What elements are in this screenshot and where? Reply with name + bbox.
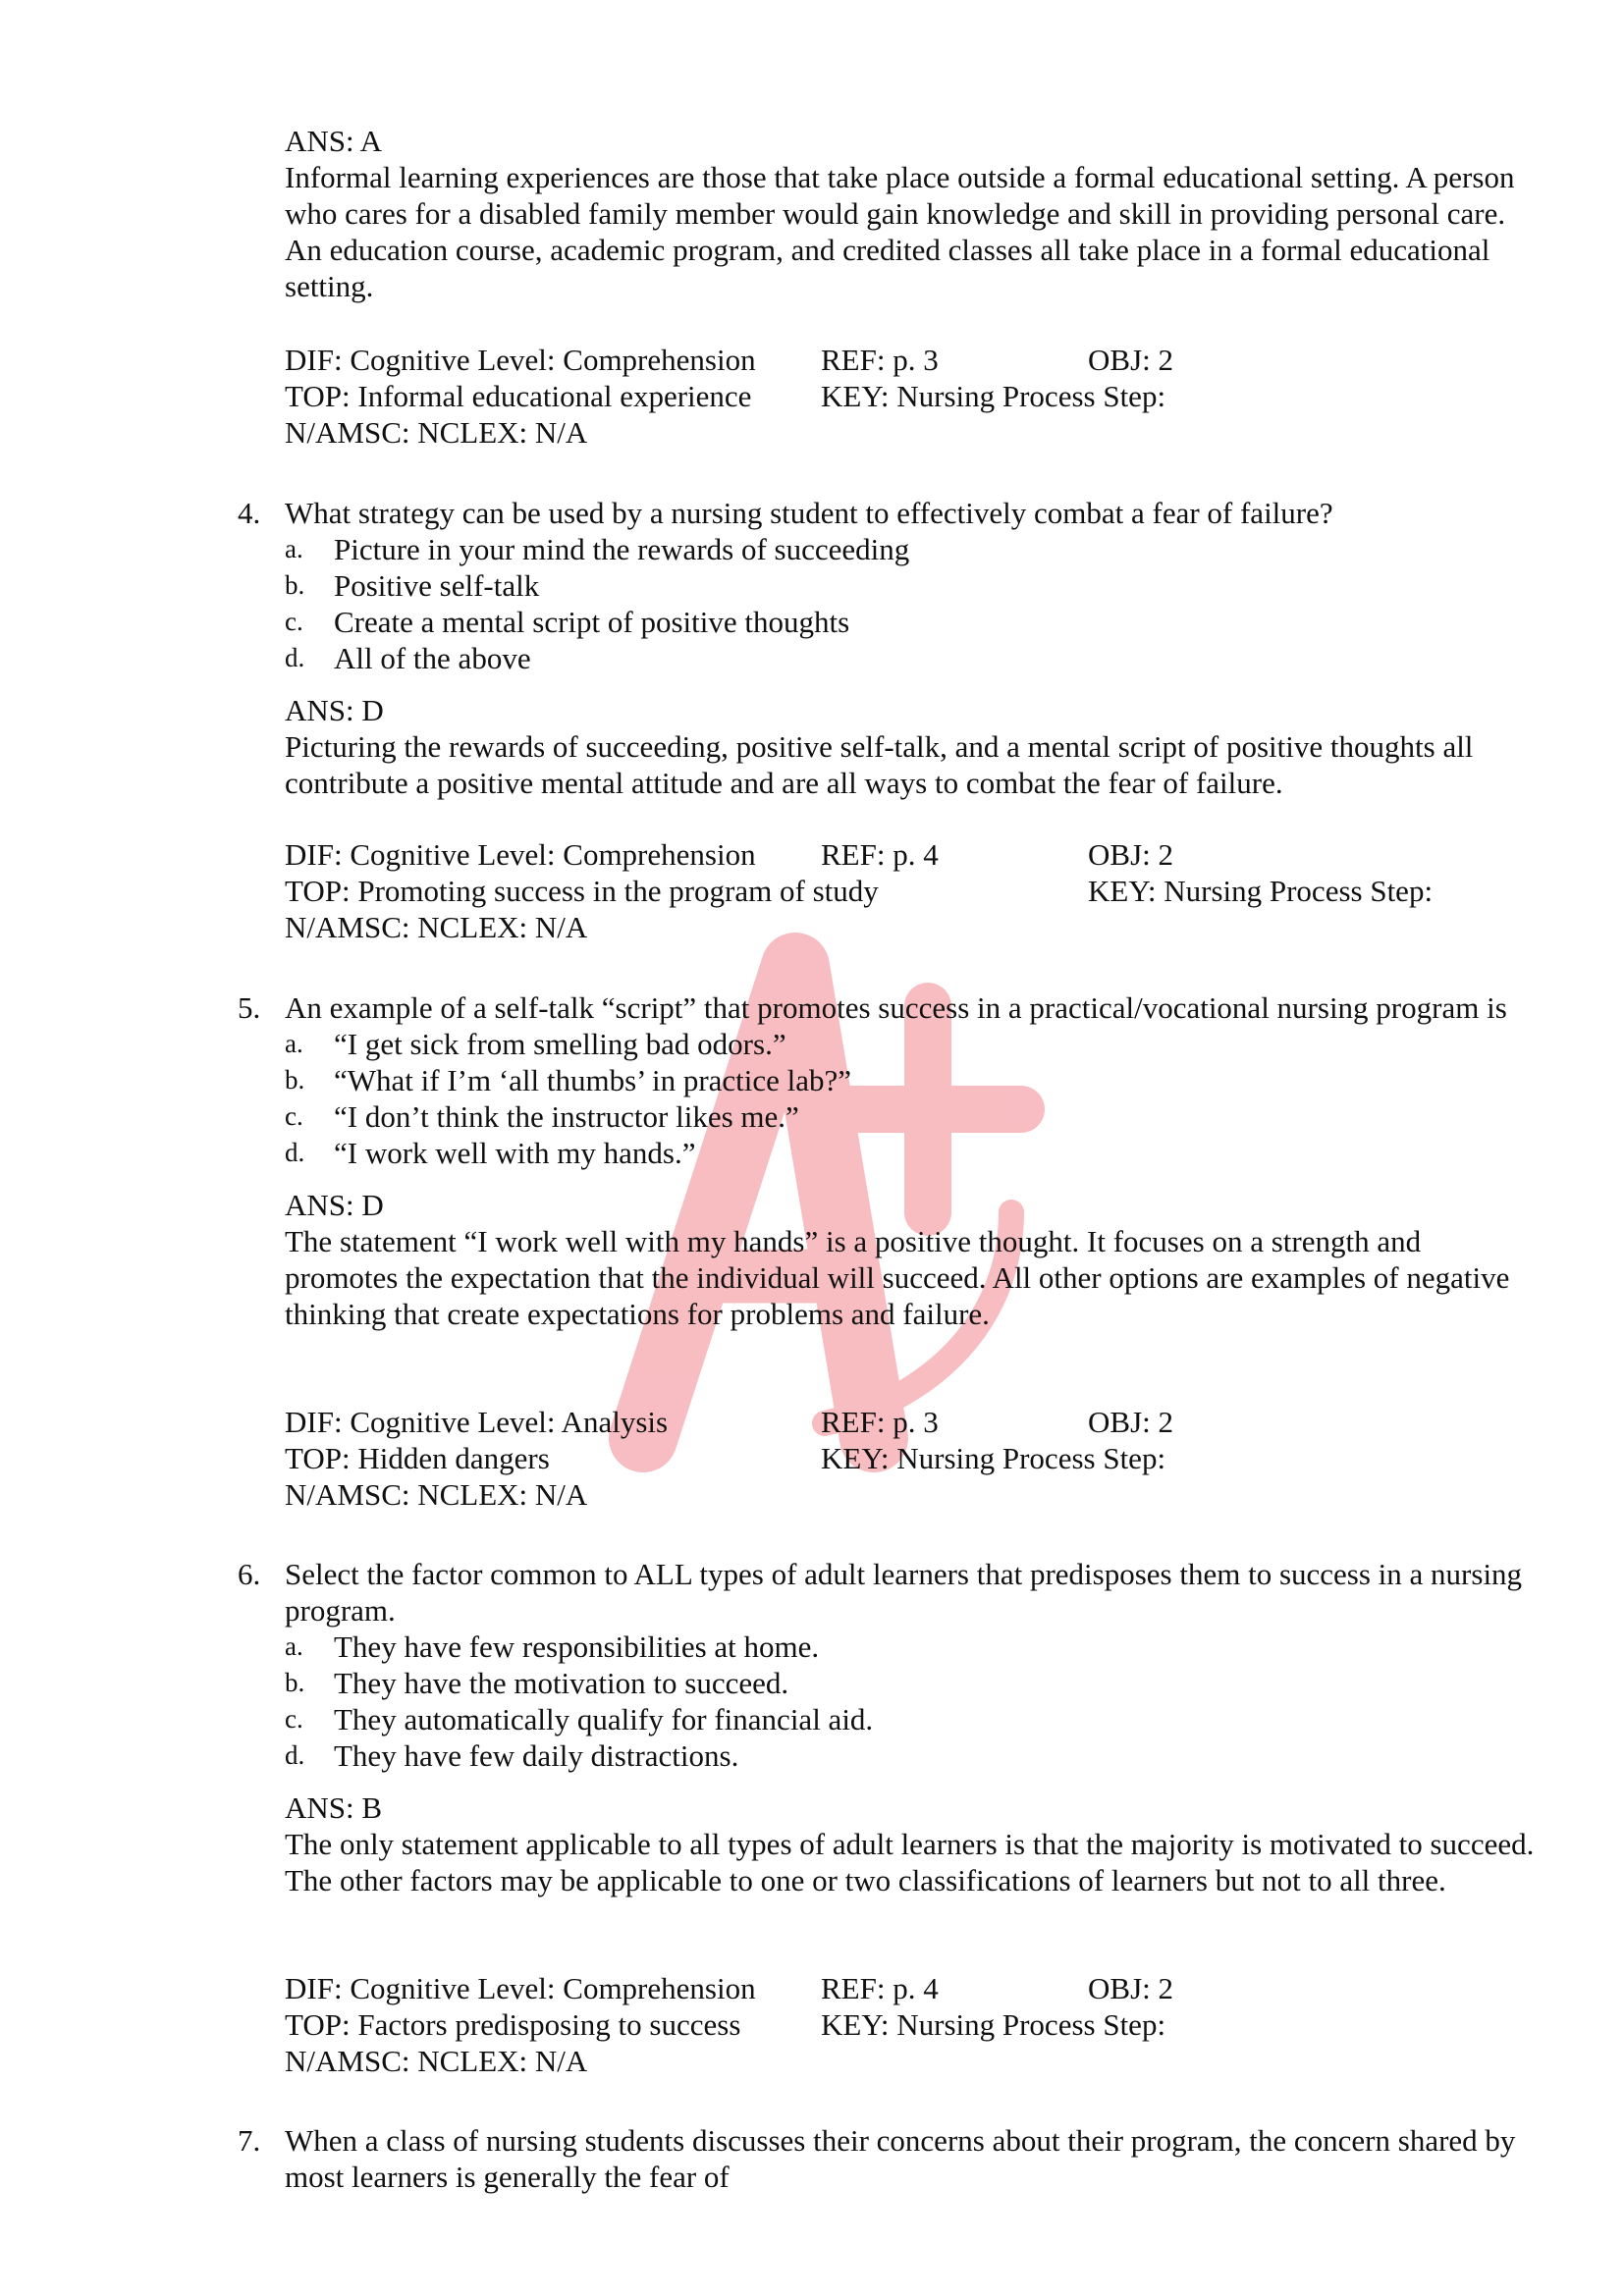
meta-ref: REF: p. 3 xyxy=(821,343,939,377)
option-b xyxy=(285,1062,1542,1098)
question-number: 4. xyxy=(238,496,261,530)
question-6 xyxy=(238,1556,1542,1898)
rationale: The statement “I work well with my hands” is a positive thought. It focuses on a strength and promotes the expectation that the individual will succeed. All other options are examples of negative thinking that create expectations for problems and failure. xyxy=(285,1224,1510,1331)
meta-key: KEY: Nursing Process Step: xyxy=(821,1441,1166,1475)
option-letter: a. xyxy=(285,534,303,563)
meta-ref: REF: p. 3 xyxy=(821,1405,939,1439)
meta-nclex: N/AMSC: NCLEX: N/A xyxy=(285,415,588,450)
option-letter: d. xyxy=(285,1138,305,1167)
question-number: 7. xyxy=(238,2123,261,2158)
option-letter: c. xyxy=(285,1101,303,1131)
meta-nclex: N/AMSC: NCLEX: N/A xyxy=(285,910,588,944)
option-letter: d. xyxy=(285,1740,305,1770)
option-b xyxy=(285,567,1542,604)
option-text: They have few responsibilities at home. xyxy=(334,1629,820,1664)
meta-top: TOP: Hidden dangers xyxy=(285,1441,550,1475)
question-5-meta xyxy=(285,1404,1542,1513)
meta-key: KEY: Nursing Process Step: xyxy=(1088,874,1434,908)
answer-key: ANS: D xyxy=(285,693,384,727)
meta-obj: OBJ: 2 xyxy=(1088,343,1173,377)
option-letter: d. xyxy=(285,643,305,672)
meta-top: TOP: Factors predisposing to success xyxy=(285,2007,741,2042)
meta-top: TOP: Informal educational experience xyxy=(285,379,752,413)
answer-key: ANS: D xyxy=(285,1188,384,1222)
meta-obj: OBJ: 2 xyxy=(1088,1405,1173,1439)
meta-nclex: N/AMSC: NCLEX: N/A xyxy=(285,1477,588,1512)
option-text: “I don’t think the instructor likes me.” xyxy=(334,1099,799,1134)
meta-ref: REF: p. 4 xyxy=(821,1971,939,2005)
meta-obj: OBJ: 2 xyxy=(1088,837,1173,872)
option-b xyxy=(285,1665,1542,1701)
question-4-meta xyxy=(285,836,1542,945)
question-stem: Select the factor common to ALL types of adult learners that predisposes them to success in a nursing program. xyxy=(285,1557,1523,1628)
question-5 xyxy=(238,989,1542,1332)
option-letter: b. xyxy=(285,570,305,600)
option-letter: c. xyxy=(285,607,303,636)
question-3-continuation xyxy=(285,123,1542,304)
option-letter: b. xyxy=(285,1668,305,1697)
question-3-meta xyxy=(285,342,1542,451)
option-a xyxy=(285,1026,1542,1062)
question-7 xyxy=(238,2122,1542,2195)
option-d xyxy=(285,1737,1542,1774)
rationale: Informal learning experiences are those that take place outside a formal educational setting. A person who cares for a disabled family member would gain knowledge and skill in providing personal care. An education course, academic program, and credited classes all take place in a formal educational setting. xyxy=(285,160,1515,303)
question-stem: What strategy can be used by a nursing student to effectively combat a fear of failure? xyxy=(285,496,1333,530)
meta-dif: DIF: Cognitive Level: Analysis xyxy=(285,1405,669,1439)
option-text: They have the motivation to succeed. xyxy=(334,1666,789,1700)
option-a xyxy=(285,1629,1542,1665)
option-d xyxy=(285,1135,1542,1171)
option-c xyxy=(285,604,1542,640)
option-c xyxy=(285,1701,1542,1737)
meta-nclex: N/AMSC: NCLEX: N/A xyxy=(285,2044,588,2078)
option-text: “I work well with my hands.” xyxy=(334,1136,696,1170)
question-4 xyxy=(238,495,1542,801)
meta-dif: DIF: Cognitive Level: Comprehension xyxy=(285,1971,756,2005)
option-text: They automatically qualify for financial aid. xyxy=(334,1702,874,1736)
meta-key: KEY: Nursing Process Step: xyxy=(821,2007,1166,2042)
option-letter: b. xyxy=(285,1065,305,1095)
option-c xyxy=(285,1098,1542,1135)
meta-top: TOP: Promoting success in the program of study xyxy=(285,874,879,908)
answer-key: ANS: A xyxy=(285,124,383,158)
meta-dif: DIF: Cognitive Level: Comprehension xyxy=(285,837,756,872)
option-text: “I get sick from smelling bad odors.” xyxy=(334,1027,786,1061)
meta-ref: REF: p. 4 xyxy=(821,837,939,872)
option-letter: c. xyxy=(285,1704,303,1734)
meta-obj: OBJ: 2 xyxy=(1088,1971,1173,2005)
question-stem: When a class of nursing students discusses their concerns about their program, the concern shared by most learners is generally the fear of xyxy=(285,2123,1516,2194)
option-text: Picture in your mind the rewards of succeeding xyxy=(334,532,910,566)
option-letter: a. xyxy=(285,1631,303,1661)
option-text: “What if I’m ‘all thumbs’ in practice lab?” xyxy=(334,1063,852,1097)
question-number: 5. xyxy=(238,990,261,1025)
option-text: All of the above xyxy=(334,641,531,675)
meta-dif: DIF: Cognitive Level: Comprehension xyxy=(285,343,756,377)
option-a xyxy=(285,531,1542,567)
question-number: 6. xyxy=(238,1557,261,1591)
question-6-meta xyxy=(285,1970,1542,2079)
option-text: Positive self-talk xyxy=(334,568,540,603)
rationale: The only statement applicable to all types of adult learners is that the majority is motivated to succeed. The other factors may be applicable to one or two classifications of learners but not to all three. xyxy=(285,1827,1535,1897)
option-text: Create a mental script of positive thoughts xyxy=(334,605,850,639)
meta-key: KEY: Nursing Process Step: xyxy=(821,379,1166,413)
option-text: They have few daily distractions. xyxy=(334,1738,739,1773)
question-stem: An example of a self-talk “script” that promotes success in a practical/vocational nursing program is xyxy=(285,990,1507,1025)
answer-key: ANS: B xyxy=(285,1790,383,1825)
option-letter: a. xyxy=(285,1029,303,1058)
rationale: Picturing the rewards of succeeding, positive self-talk, and a mental script of positive thoughts all contribute a positive mental attitude and are all ways to combat the fear of failure. xyxy=(285,729,1474,800)
option-d xyxy=(285,640,1542,676)
